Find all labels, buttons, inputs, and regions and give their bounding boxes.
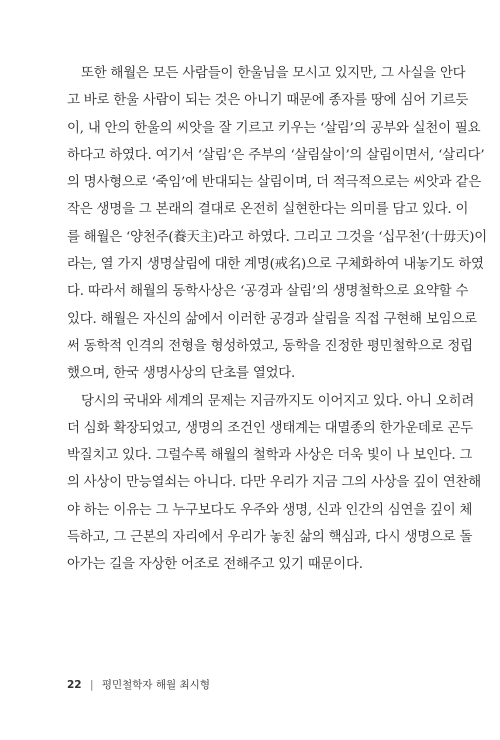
paragraph-2 [67,388,481,579]
text-line: 아가는 길을 자상한 어조로 전해주고 있기 때문이다. [67,557,363,573]
text-line: 했으며, 한국 생명사상의 단초를 열었다. [67,366,296,382]
text-line: 라는, 열 가지 생명살림에 대한 계명(戒名)으로 구체화하여 내놓기도 하였 [67,257,484,273]
text-line: 당시의 국내와 세계의 문제는 지금까지도 이어지고 있다. 아니 오히려 [81,393,475,409]
text-line: 박질치고 있다. 그럴수록 해월의 철학과 사상은 더욱 빛이 나 보인다. 그 [67,448,473,464]
text-line: 야 하는 이유는 그 누구보다도 우주와 생명, 신과 인간의 심연을 깊이 체 [67,502,473,518]
text-line: 또한 해월은 모든 사람들이 한울님을 모시고 있지만, 그 사실을 안다 [81,66,466,81]
text-line: 있다. 해월은 자신의 삶에서 이러한 공경과 살림을 직접 구현해 보임으로 [67,311,477,327]
text-line: 고 바로 한울 사람이 되는 것은 아니기 때문에 종자를 땅에 심어 기르듯 [67,93,469,109]
text-line: 하다고 하였다. 여기서 ‘살림’은 주부의 ‘살림살이’의 살림이면서, ‘살리다’ [67,147,485,163]
book-title: 평민철학자 해월 최시형 [101,679,210,691]
text-line: 의 명사형으로 ‘죽임’에 반대되는 살림이며, 더 적극적으로는 씨앗과 같은 [67,175,481,191]
page-number: 22 [67,679,82,691]
page-footer [67,677,210,693]
text-line: 의 사상이 만능열쇠는 아니다. 다만 우리가 지금 그의 사상을 깊이 연찬해 [67,475,481,491]
text-line: 다. 따라서 해월의 동학사상은 ‘공경과 살림’의 생명철학으로 요약할 수 [67,284,469,300]
paragraph-1 [67,60,487,388]
body-text [67,60,487,579]
text-line: 작은 생명을 그 본래의 결대로 온전히 실현한다는 의미를 담고 있다. 이 [67,202,469,218]
text-line: 득하고, 그 근본의 자리에서 우리가 놓친 삶의 핵심과, 다시 생명으로 돌 [67,530,473,546]
footer-separator: | [89,679,94,691]
text-line: 를 해월은 ‘양천주(養天主)라고 하였다. 그리고 그것을 ‘십무천’(十毋天)이 [67,229,487,245]
text-line: 써 동학적 인격의 전형을 형성하였고, 동학을 진정한 평민철학으로 정립 [67,338,473,354]
text-line: 이, 내 안의 한울의 씨앗을 잘 기르고 키우는 ‘살림’의 공부와 실천이 필요 [67,120,481,136]
text-line: 더 심화 확장되었고, 생명의 조건인 생태계는 대멸종의 한가운데로 곤두 [67,420,473,436]
